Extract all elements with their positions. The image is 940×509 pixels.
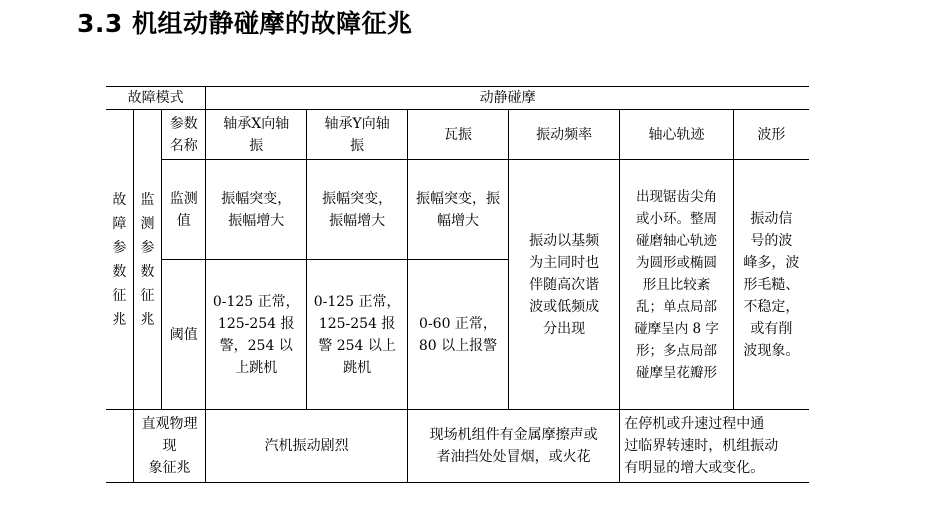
column-header-orbit: 轴心轨迹: [620, 110, 733, 160]
column-header-bearing-x: 轴承X向轴 振: [206, 110, 307, 160]
fault-params-label: 故 障 参 数 征 兆: [106, 110, 133, 410]
monitor-value-pad: 振幅突变，振 幅增大: [408, 160, 509, 260]
visual-signs-label: 直观物理现 象征兆: [133, 410, 205, 483]
threshold-pad: 0-60 正常， 80 以上报警: [408, 260, 509, 410]
column-header-frequency: 振动频率: [508, 110, 619, 160]
column-header-waveform: 波形: [733, 110, 809, 160]
monitor-value-label: 监测 值: [162, 160, 206, 260]
monitor-value-bearing-y: 振幅突变， 振幅增大: [307, 160, 408, 260]
visual-vibration: 汽机振动剧烈: [206, 410, 408, 483]
frequency-description: 振动以基频 为主同时也 伴随高次谐 波或低频成 分出现: [508, 160, 619, 410]
fault-mode-value: 动静碰摩: [206, 87, 809, 110]
monitor-params-label: 监 测 参 数 征 兆: [133, 110, 161, 410]
param-name-label: 参数 名称: [162, 110, 206, 160]
visual-spacer: [106, 410, 133, 483]
orbit-description: 出现锯齿尖角 或小环。整周 碰磨轴心轨迹 为圆形或椭圆 形且比较紊 乱；单点局部 碰摩呈内 8 字 形；多点局部 碰摩呈花瓣形: [620, 160, 733, 410]
section-heading: 3.3 机组动静碰摩的故障征兆: [77, 9, 413, 38]
column-header-bearing-y: 轴承Y向轴 振: [307, 110, 408, 160]
visual-critical-speed: 在停机或升速过程中通 过临界转速时，机组振动 有明显的增大或变化。: [620, 410, 809, 483]
threshold-label: 阈值: [162, 260, 206, 410]
visual-friction-smoke: 现场机组件有金属摩擦声或 者油挡处处冒烟，或火花: [408, 410, 620, 483]
waveform-description: 振动信 号的波 峰多，波 形毛糙、 不稳定， 或有削 波现象。: [733, 160, 809, 410]
threshold-bearing-x: 0-125 正常， 125-254 报 警，254 以 上跳机: [206, 260, 307, 410]
monitor-value-bearing-x: 振幅突变， 振幅增大: [206, 160, 307, 260]
fault-mode-label: 故障模式: [106, 87, 206, 110]
column-header-pad-vibration: 瓦振: [408, 110, 509, 160]
threshold-bearing-y: 0-125 正常， 125-254 报 警 254 以上 跳机: [307, 260, 408, 410]
fault-signs-table: [106, 86, 809, 483]
